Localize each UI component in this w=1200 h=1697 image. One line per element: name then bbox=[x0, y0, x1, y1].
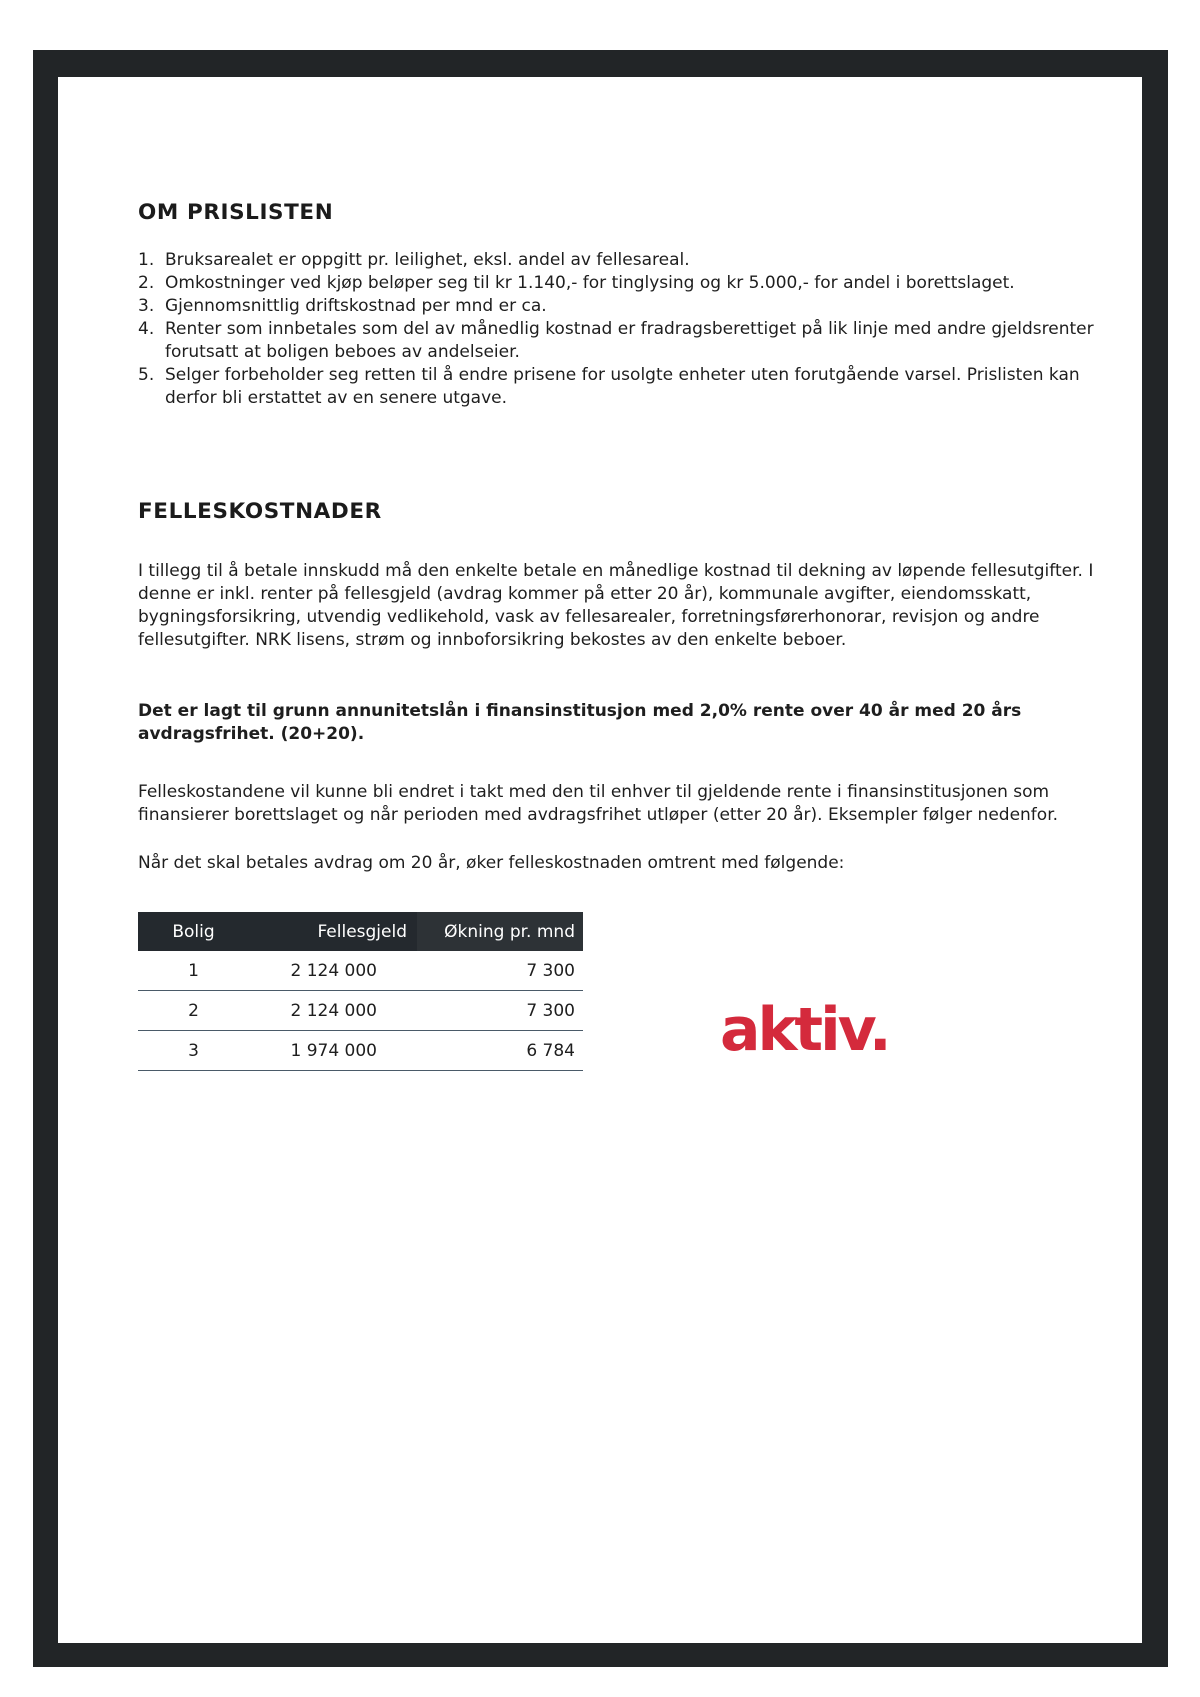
cell-fellesgjeld: 2 124 000 bbox=[249, 951, 417, 991]
list-item-text: Renter som innbetales som del av månedlig kostnad er fradragsberettiget på lik linje med andre gjeldsrenter forutsatt at boligen beboes av andelseier. bbox=[165, 319, 1094, 362]
cell-okning: 7 300 bbox=[417, 991, 583, 1031]
list-item-number: 3. bbox=[138, 296, 155, 316]
prislisten-notes-list bbox=[138, 249, 1108, 410]
installment-note: Når det skal betales avdrag om 20 år, øker felleskostnaden omtrent med følgende: bbox=[138, 853, 845, 873]
change-note: Felleskostandene vil kunne bli endret i takt med den til enhver til gjeldende rente i finansinstitusjonen som finansierer borettslaget og når perioden med avdragsfrihet utløper (etter 20 år). Eksempler følger nedenfor. bbox=[138, 782, 1059, 825]
column-header-okning: Økning pr. mnd bbox=[417, 912, 583, 951]
cell-bolig: 1 bbox=[138, 951, 249, 991]
list-item bbox=[138, 249, 1108, 272]
list-item bbox=[138, 272, 1108, 295]
list-item-number: 5. bbox=[138, 365, 155, 385]
table-row bbox=[138, 1031, 583, 1071]
aktiv-logo bbox=[720, 992, 920, 1062]
cell-bolig: 3 bbox=[138, 1031, 249, 1071]
cell-okning: 6 784 bbox=[417, 1031, 583, 1071]
list-item-text: Selger forbeholder seg retten til å endre prisene for usolgte enheter uten forutgående varsel. Prislisten kan derfor bli erstattet av en senere utgave. bbox=[165, 365, 1080, 408]
column-header-fellesgjeld: Fellesgjeld bbox=[249, 912, 417, 951]
column-header-bolig: Bolig bbox=[138, 912, 249, 951]
cell-okning: 7 300 bbox=[417, 951, 583, 991]
aktiv-logo-text: aktiv. bbox=[720, 995, 889, 1062]
loan-note: Det er lagt til grunn annunitetslån i finansinstitusjon med 2,0% rente over 40 år med 20 års avdragsfrihet. (20+20). bbox=[138, 701, 1022, 744]
table-header-row bbox=[138, 912, 583, 951]
table-and-logo-row bbox=[138, 912, 1108, 1082]
cell-fellesgjeld: 2 124 000 bbox=[249, 991, 417, 1031]
list-item-number: 2. bbox=[138, 273, 155, 293]
list-item-text: Bruksarealet er oppgitt pr. leilighet, eksl. andel av fellesareal. bbox=[165, 250, 690, 270]
list-item bbox=[138, 364, 1108, 410]
list-item-number: 1. bbox=[138, 250, 155, 270]
table-row bbox=[138, 951, 583, 991]
cell-fellesgjeld: 1 974 000 bbox=[249, 1031, 417, 1071]
common-debt-table bbox=[138, 912, 583, 1071]
list-item-text: Gjennomsnittlig driftskostnad per mnd er ca. bbox=[165, 296, 547, 316]
document-page bbox=[58, 77, 1142, 1643]
list-item-number: 4. bbox=[138, 319, 155, 339]
section-title-felleskostnader: FELLESKOSTNADER bbox=[138, 499, 382, 524]
list-item bbox=[138, 318, 1108, 364]
list-item bbox=[138, 295, 1108, 318]
page-content bbox=[138, 197, 1108, 1082]
list-item-text: Omkostninger ved kjøp beløper seg til kr 1.140,- for tinglysing og kr 5.000,- for andel i borettslaget. bbox=[165, 273, 1015, 293]
section-title-prislisten: OM PRISLISTEN bbox=[138, 200, 334, 225]
table-row bbox=[138, 991, 583, 1031]
felleskostnader-intro: I tillegg til å betale innskudd må den enkelte betale en månedlige kostnad til dekning av løpende fellesutgifter. I denne er inkl. renter på fellesgjeld (avdrag kommer på etter 20 år), kommunale avgifter, eiendomsskatt, bygningsforsikring, utvendig vedlikehold, vask av fellesarealer, forretningsførerhonorar, revisjon og andre fellesutgifter. NRK lisens, strøm og innboforsikring bekostes av den enkelte beboer. bbox=[138, 561, 1094, 650]
cell-bolig: 2 bbox=[138, 991, 249, 1031]
